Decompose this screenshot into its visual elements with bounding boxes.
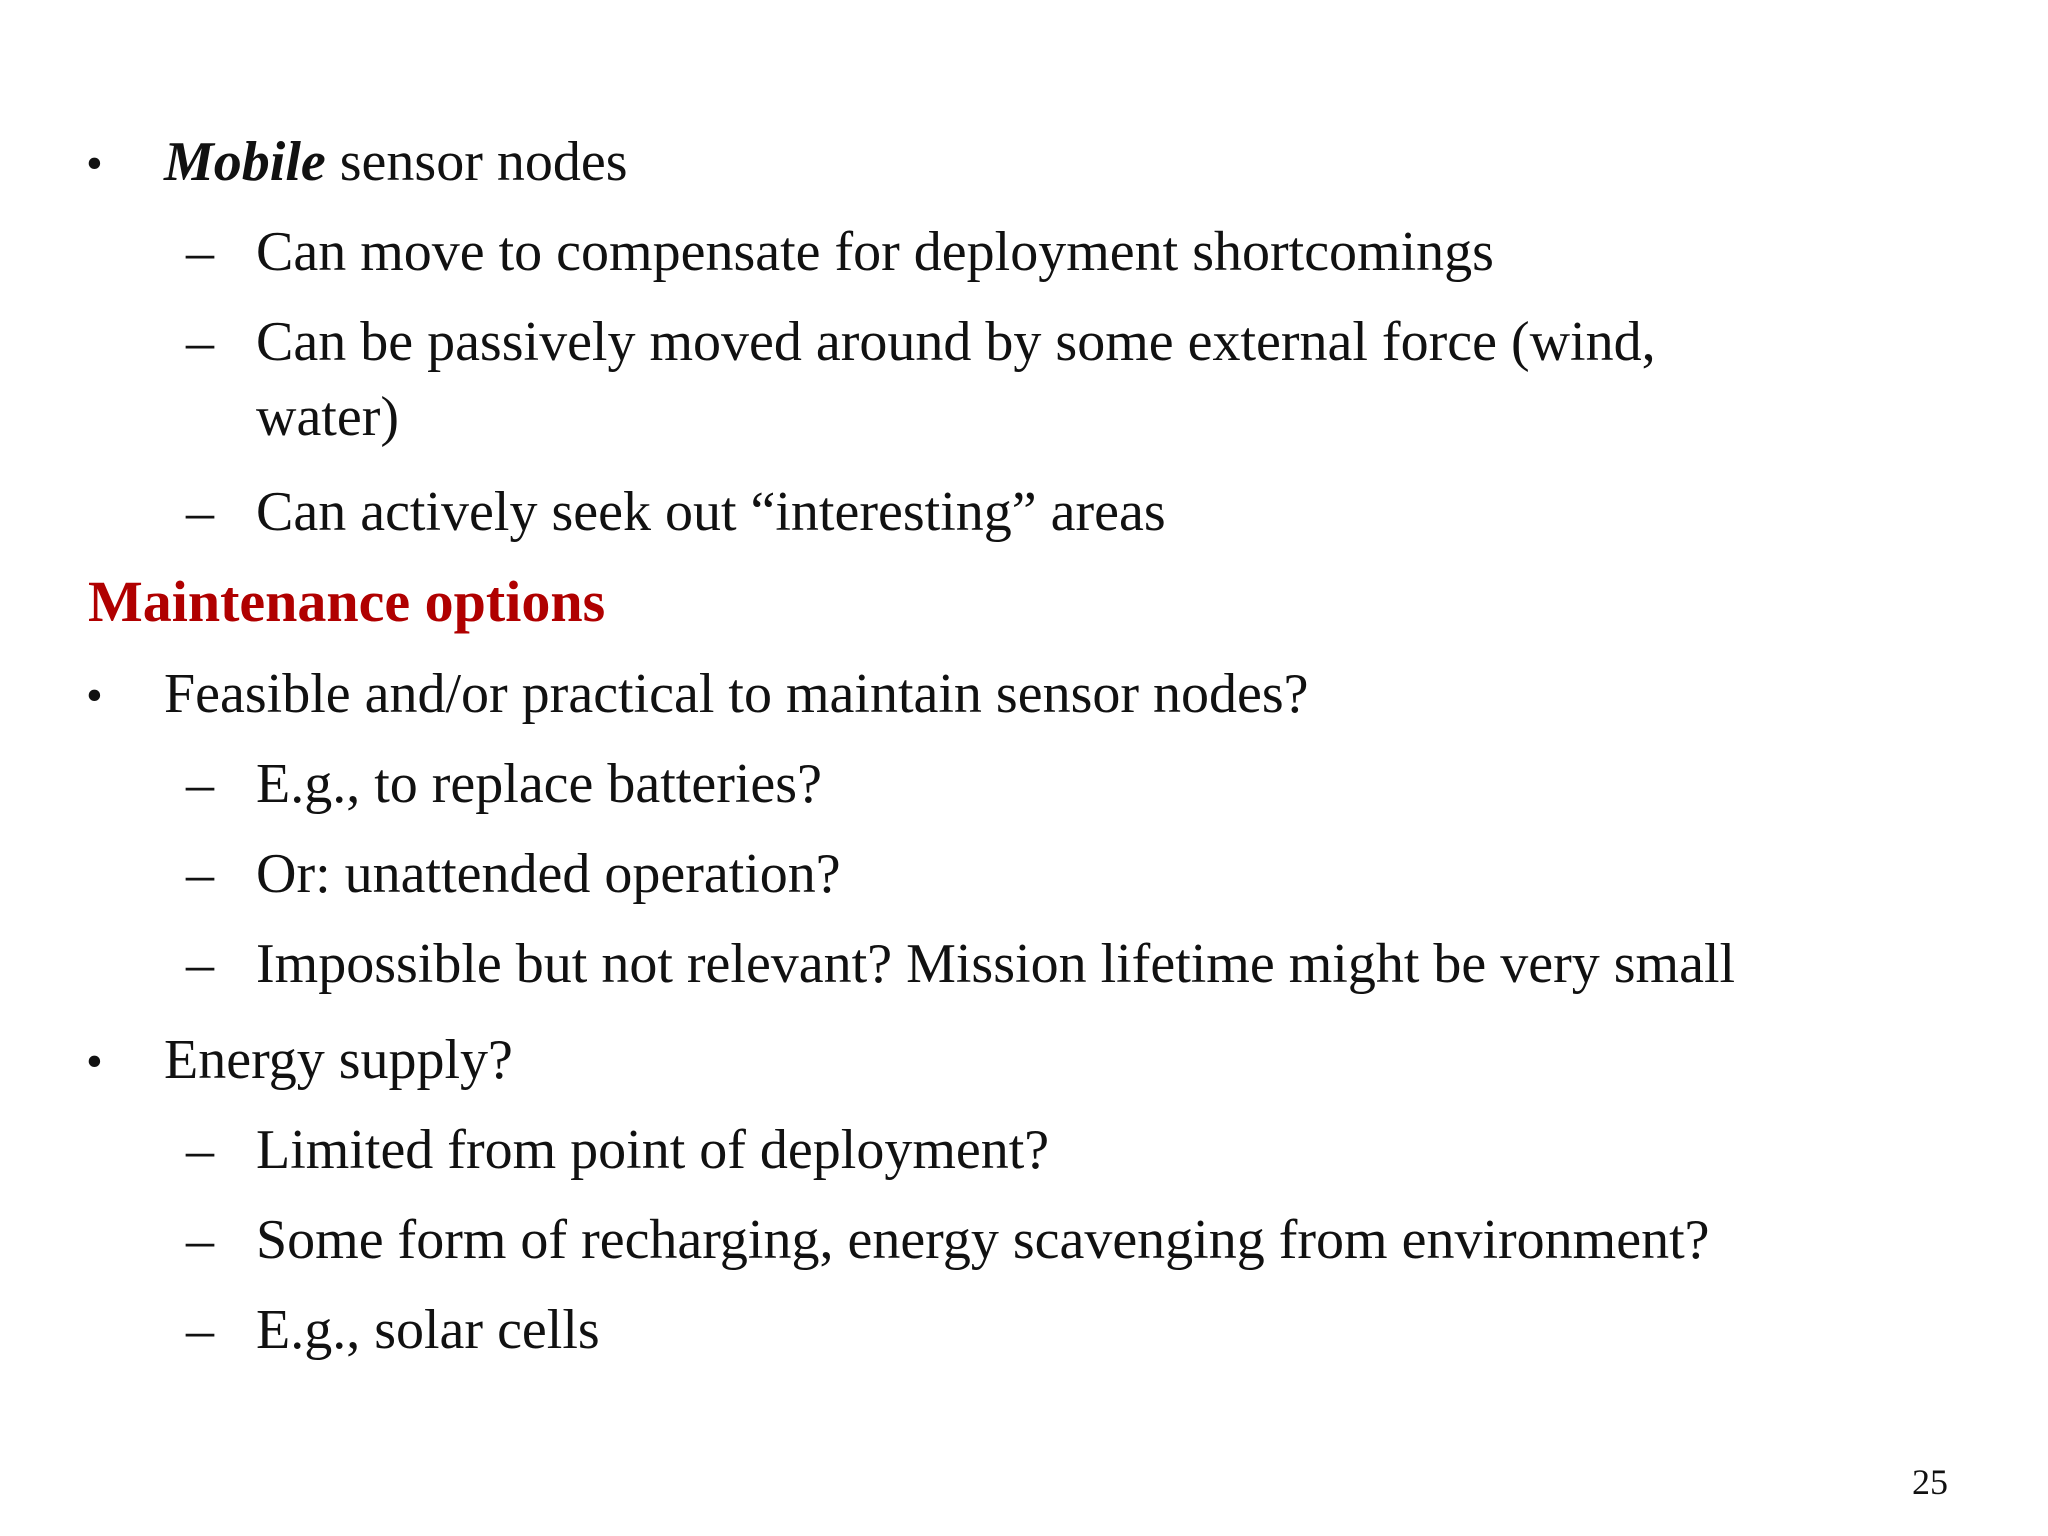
bullet-marker: • (86, 137, 103, 190)
subitem-text: Limited from point of deployment? (256, 1119, 1050, 1181)
dash-marker: – (186, 1299, 214, 1361)
bullet-text: sensor nodes (325, 131, 628, 193)
bullet-mobile-sensor-nodes (164, 130, 628, 194)
page-number: 25 (1912, 1462, 1948, 1502)
dash-marker: – (186, 481, 214, 543)
subitem-text: Impossible but not relevant? Mission lifetime might be very small (256, 933, 1736, 995)
dash-marker: – (186, 843, 214, 905)
dash-marker: – (186, 221, 214, 283)
bullet-marker: • (86, 669, 103, 722)
subitem-text: E.g., solar cells (256, 1299, 600, 1361)
dash-marker: – (186, 311, 214, 373)
bullet-text: Feasible and/or practical to maintain sensor nodes? (164, 663, 1309, 725)
subitem-text: Can move to compensate for deployment shortcomings (256, 221, 1494, 283)
dash-marker: – (186, 1119, 214, 1181)
subitem-text: E.g., to replace batteries? (256, 753, 822, 815)
bullet-marker: • (86, 1035, 103, 1088)
bullet-text: Energy supply? (164, 1029, 513, 1091)
dash-marker: – (186, 753, 214, 815)
section-heading: Maintenance options (88, 569, 606, 634)
dash-marker: – (186, 933, 214, 995)
subitem-text: Can actively seek out “interesting” areas (256, 481, 1166, 543)
subitem-text-continuation: water) (256, 386, 400, 448)
subitem-text: Can be passively moved around by some external force (wind, (256, 311, 1656, 373)
dash-marker: – (186, 1209, 214, 1271)
emphasis-text: Mobile (164, 131, 326, 193)
subitem-text: Or: unattended operation? (256, 843, 841, 905)
subitem-text: Some form of recharging, energy scavenging from environment? (256, 1209, 1710, 1271)
